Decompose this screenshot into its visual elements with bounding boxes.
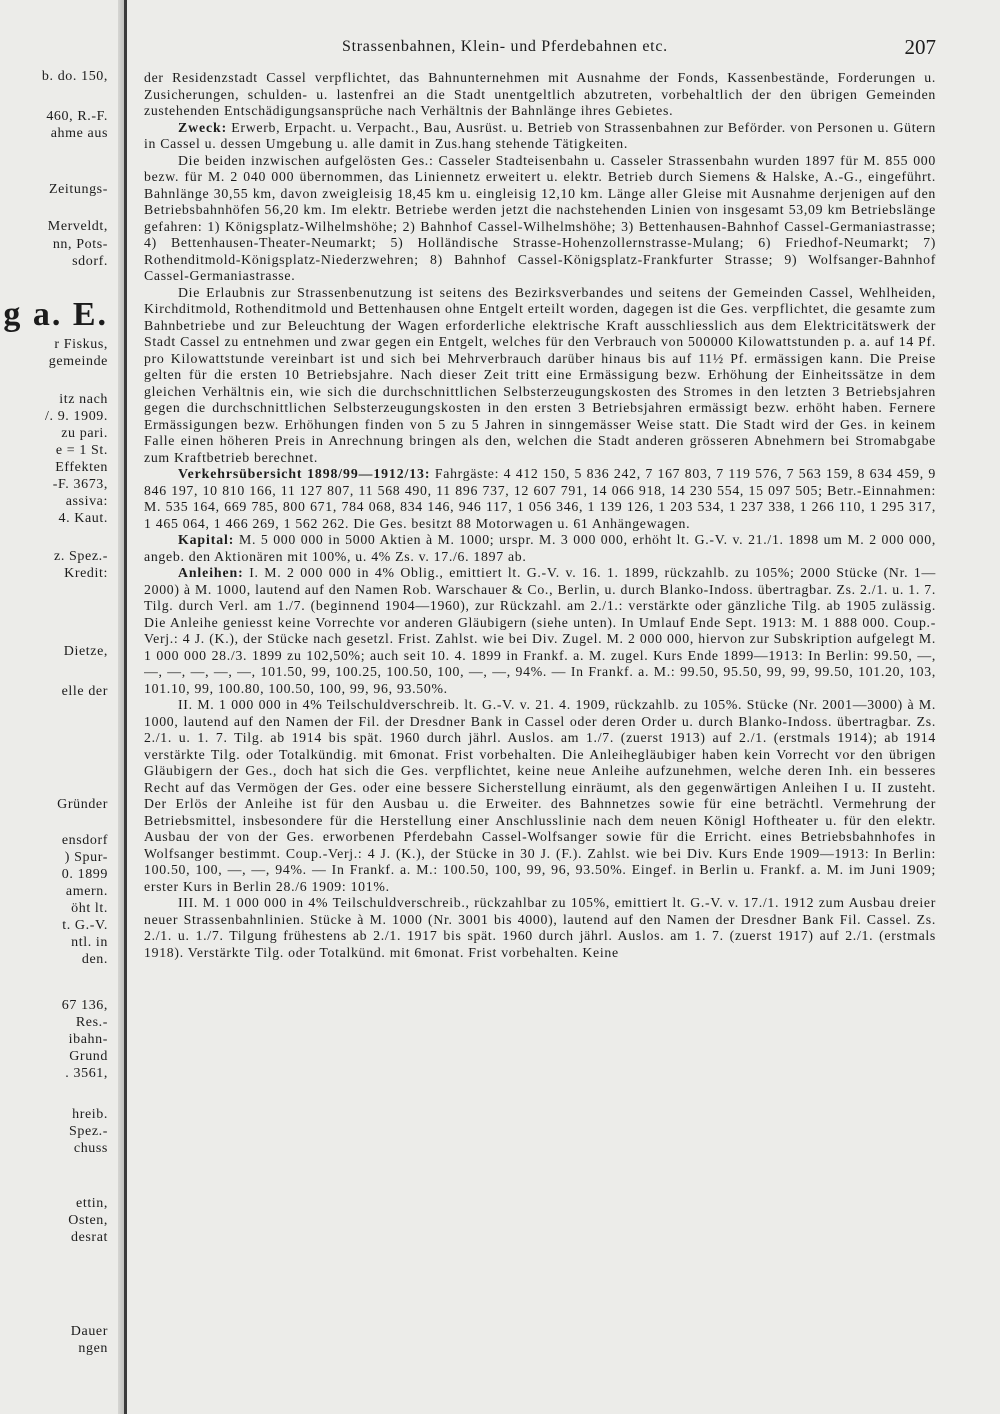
main-text-column — [144, 70, 936, 1390]
left-page-line: öht lt. — [71, 901, 108, 916]
left-page-line: itz nach — [59, 392, 108, 407]
paragraph-text: Die Erlaubnis zur Strassenbenutzung ist seitens des Bezirksverbandes und seitens der Gemeinden Cassel, Wehlheiden, Kirchditmold, Rothenditmold und Bettenhausen ohne Entgelt erteilt worden, dagegen ist die Ges. verpflichtet, die gesamte zum Bahnbetriebe und zur Beleuchtung der Wagen erforderliche elektrische Kraft ausschliesslich aus dem Elektricitätswerk der Stadt Cassel zu entnehmen und zwar gegen ein Entgelt, welches für den Verbrauch von 500000 Kilowattstunden p. a. auf 14 Pf. pro Kilowattstunde vereinbart ist und sich bei Mehrverbrauch darüber hinaus bis auf 11½ Pf. ermässigen kann. Die Preise gelten für die ersten 10 Betriebsjahre. Nach dieser Zeit tritt eine Ermässigung bezw. Erhöhung der Einheitssätze in dem gleichen Verhältnis ein, wie sich die durchschnittlichen Selbsterzeugungskosten des Stromes in den letzten 3 Betriebsjahren gegen die durchschnittlichen Selbsterzeugungskosten in den ersten 3 Betriebsjahren ermässigt bezw. erhöht haben. Fernere Ermässigungen bezw. Erhöhungen finden von 5 zu 5 Jahren in sinngemässer Weise statt. Die Stadt wird der Ges. in keinem Falle einen höheren Preis in Anrechnung bringen als den, welchen die Stadt anderen grösseren Abnehmern bei Stromabgabe zum Kraftbetrieb berechnet. — [144, 284, 936, 465]
left-page-line: Zeitungs- — [48, 182, 108, 197]
paragraph-text: I. M. 2 000 000 in 4% Oblig., emittiert lt. G.-V. v. 16. 1. 1899, rückzahlb. zu 105%; 2000 Stücke (Nr. 1—2000) à M. 1000, lautend auf den Namen Rob. Warschauer & Co., Berlin, u. durch Blanko-Indoss. übertragbar. Zs. 2./1. u. 1. 7. Tilg. durch Verl. am 1./7. (beginnend 1904—1960), zur Rückzahl. am 2./1.: verstärkte oder gänzliche Tilg. ab 1905 zulässig. Die Anleihe geniesst keine Vorrechte vor anderen Gläubigern (siehe unten). In Umlauf Ende Sept. 1913: M. 1 888 000. Coup.-Verj.: 4 J. (K.), der Stücke nach gesetzl. Frist. Zahlst. wie bei Div. Zugel. M. 2 000 000, hiervon zur Subskription aufgelegt M. 1 000 000 28./3. 1899 zu 102,50%; auch seit 10. 4. 1899 in Frankf. a. M. zugel. Kurs Ende 1899—1913: In Berlin: 99.50, —, —, —, —, —, —, 101.50, 99, 100.25, 100.50, 100, —, —, 94%. — In Frankf. a. M.: 99.50, 95.50, 99, 99, 99.50, 101.20, 103, 101.10, 99, 100.80, 100.50, 100, 99, 96, 93.50%. — [144, 565, 936, 696]
left-page-line: 67 136, — [61, 998, 108, 1013]
left-page-line: den. — [81, 952, 108, 967]
left-page-line: 0. 1899 — [61, 867, 108, 882]
paragraph-text: der Residenzstadt Cassel verpflichtet, das Bahnunternehmen mit Ausnahme der Fonds, Kassenbestände, Forderungen u. Zusicherungen, schulden- u. lastenfrei an die Stadt unentgeltlich abzutreten, vorbehaltlich der den übrigen Gemeinden zustehenden Entschädigungsansprüche nach Verhältnis der Bahnlänge ihres Gebietes. — [144, 70, 936, 118]
left-page-line: ) Spur- — [64, 850, 108, 865]
body-paragraph — [144, 285, 936, 467]
left-page-line: 460, R.-F. — [46, 109, 108, 124]
book-spine-edge — [124, 0, 127, 1414]
left-page-line: assiva: — [65, 494, 108, 509]
paragraph-label: Kapital: — [178, 532, 235, 547]
left-page-line: b. do. 150, — [41, 69, 108, 84]
left-page-line: ntl. in — [71, 935, 108, 950]
left-page-line: sdorf. — [72, 254, 108, 269]
left-page-line: amern. — [65, 884, 108, 899]
left-page-line: Merveldt, — [47, 219, 108, 234]
left-page-line: -F. 3673, — [52, 477, 108, 492]
body-paragraph — [144, 895, 936, 961]
running-header — [146, 35, 936, 62]
paragraph-text: M. 5 000 000 in 5000 Aktien à M. 1000; urspr. M. 3 000 000, erhöht lt. G.-V. v. 21./1. 1898 um M. 2 000 000, angeb. den Aktionären mit 100%, u. 4% Zs. v. 17./6. 1897 ab. — [144, 532, 936, 564]
body-paragraph — [144, 70, 936, 120]
paragraph-text: Die beiden inzwischen aufgelösten Ges.: Casseler Stadteisenbahn u. Casseler Strassenbahn wurden 1897 für M. 855 000 bezw. für M. 2 040 000 übernommen, das Liniennetz erweitert u. elektr. Betrieb durch Siemens & Halske, A.-G., eingeführt. Bahnlänge 30,55 km, davon zweigleisig 18,45 km u. eingleisig 12,10 km. Länge aller Gleise mit Ausnahme derjenigen auf den Betriebsbahnhöfen 56,20 km. Im elektr. Betriebe werden jetzt die nachstehenden Linien von insgesamt 53,09 km Betriebslänge gefahren: 1) Königsplatz-Wilhelmshöhe; 2) Bahnhof Cassel-Wilhelmshöhe; 3) Bettenhausen-Bahnhof Cassel-Germaniastrasse; 4) Bettenhausen-Theater-Neumarkt; 5) Holländische Strasse-Hohenzollernstrasse-Mulang; 6) Friedhof-Neumarkt; 7) Rothenditmold-Königsplatz-Niederzwehren; 8) Bahnhof Cassel-Königsplatz-Frankfurter Strasse; 9) Wolfsanger-Bahnhof Cassel-Germaniastrasse. — [144, 152, 936, 283]
paragraph-label: Verkehrsübersicht 1898/99—1912/13: — [178, 466, 431, 481]
left-page-line: r Fiskus, — [54, 337, 108, 352]
left-page-line: Effekten — [55, 460, 108, 475]
body-paragraph — [144, 565, 936, 697]
left-page-line: e = 1 St. — [55, 443, 108, 458]
running-title: Strassenbahnen, Klein- und Pferdebahnen etc. — [342, 38, 668, 55]
paragraph-text: III. M. 1 000 000 in 4% Teilschuldverschreib., rückzahlbar zu 105%, emittiert lt. G.-V. v. 17./1. 1912 zum Ausbau dreier neuer Strassenbahnlinien. Stücke à M. 1000 (Nr. 3001 bis 4000), lautend auf den Namen der Dresdner Bank Fil. Cassel. Zs. 2./1. u. 1./7. Tilgung frühestens ab 2./1. 1917 bis spät. 1960 durch jährl. Auslos. am 1. 7. (zuerst 1917) auf 2./1. (erstmals 1918). Verstärkte Tilg. oder Totalkünd. mit 6monat. Frist vorbehalten. Keine — [144, 895, 936, 960]
paragraph-text: Erwerb, Erpacht. u. Verpacht., Bau, Ausrüst. u. Betrieb von Strassenbahnen zur Beförder. von Personen u. Gütern in Cassel u. dessen Umgebung u. alle damit in Zus.hang stehende Tätigkeiten. — [144, 119, 936, 151]
left-page-line: ibahn- — [68, 1032, 108, 1047]
body-paragraph — [144, 532, 936, 565]
left-page-line: gemeinde — [48, 354, 108, 369]
left-page-line: Gründer — [57, 797, 108, 812]
left-page-line: Dauer — [70, 1324, 108, 1339]
left-page-line: zu pari. — [61, 426, 108, 441]
left-page-line: nn, Pots- — [52, 237, 108, 252]
left-page-line: Res.- — [75, 1015, 108, 1030]
body-paragraph — [144, 120, 936, 153]
paragraph-label: Anleihen: — [178, 565, 244, 580]
left-page-line: ahme aus — [50, 126, 108, 141]
body-paragraph — [144, 697, 936, 895]
left-page-line: desrat — [70, 1230, 108, 1245]
left-page-line: /. 9. 1909. — [45, 409, 108, 424]
adjacent-page-fragment — [0, 0, 116, 1414]
left-page-line: chuss — [73, 1141, 108, 1156]
left-page-line: ensdorf — [61, 833, 108, 848]
left-page-line: 4. Kaut. — [58, 511, 108, 526]
left-page-line: Osten, — [68, 1213, 108, 1228]
left-page-line: t. G.-V. — [62, 918, 108, 933]
left-page-line: elle der — [61, 684, 108, 699]
left-page-line: . 3561, — [65, 1066, 108, 1081]
paragraph-label: Zweck: — [178, 119, 228, 135]
body-paragraph — [144, 153, 936, 285]
left-page-line: Dietze, — [63, 644, 108, 659]
left-page-line: Kredit: — [64, 566, 108, 581]
body-paragraph — [144, 466, 936, 532]
left-page-line: ettin, — [76, 1196, 108, 1211]
paragraph-text: Fahrgäste: 4 412 150, 5 836 242, 7 167 803, 7 119 576, 7 563 159, 8 634 459, 9 846 197, 10 810 166, 11 127 807, 11 568 490, 11 896 737, 12 607 791, 14 066 918, 14 230 554, 15 097 505; Betr.-Einnahmen: M. 535 164, 669 785, 800 671, 784 068, 834 146, 946 117, 1 056 346, 1 139 126, 1 203 534, 1 237 338, 1 266 110, 1 295 317, 1 465 064, 1 466 269, 1 562 262. Die Ges. besitzt 88 Motorwagen u. 61 Anhängewagen. — [144, 466, 936, 531]
left-page-line: hreib. — [72, 1107, 108, 1122]
left-page-line: Spez.- — [69, 1124, 108, 1139]
paragraph-text: II. M. 1 000 000 in 4% Teilschuldverschreib. lt. G.-V. v. 21. 4. 1909, rückzahlb. zu 105%. Stücke (Nr. 2001—3000) à M. 1000, lautend auf den Namen der Fil. der Dresdner Bank in Cassel oder deren Order u. durch Blanko-Indoss. übertragbar. Zs. 2./1. u. 1. 7. Tilg. ab 1914 bis spät. 1960 durch jährl. Auslos. am 1./7. (zuerst 1913) auf 2./1. (erstmals 1914); ab 1914 verstärkte Tilg. oder Totalkündig. mit 6monat. Frist vorbehalten. Die Anleihegläubiger haben kein Vorrecht vor den übrigen Gläubigern der Ges., doch hat sich die Ges. verpflichtet, keine neue Anleihe aufzunehmen, welche deren Inh. ein besseres Recht auf das Vermögen der Ges. oder eine bessere Sicherstellung einräumt, als den gegenwärtigen Anleihen I u. II zusteht. Der Erlös der Anleihe ist für den Ausbau u. die Erweiter. des Bahnnetzes sowie für eine beträchtl. Vermehrung der Betriebsmittel, insbesondere für die Herstellung einer Anschlusslinie nach dem neuen Königl Hoftheater u. für den elektr. Ausbau der von der Ges. erworbenen Pferdebahn Cassel-Wolfsanger sowie für die Erricht. eines Betriebsbahnhofes in Wolfsanger bestimmt. Coup.-Verj.: 4 J. (K.), der Stücke in 30 J. (F.). Zahlst. wie bei Div. Kurs Ende 1909—1913: In Berlin: 100.50, 100, —, —, 94%. — In Frankf. a. M.: 100.50, 100, 99, 96, 93.50%. Eingef. in Berlin u. Frankf. a. M. im Juni 1909; erster Kurs in Berlin 28./6 1909: 101%. — [144, 697, 936, 894]
page-number: 207 — [904, 35, 936, 59]
left-page-line: g a. E. — [3, 296, 108, 333]
left-page-line: ngen — [78, 1341, 108, 1356]
left-page-line: Grund — [69, 1049, 108, 1064]
left-page-line: z. Spez.- — [54, 549, 108, 564]
